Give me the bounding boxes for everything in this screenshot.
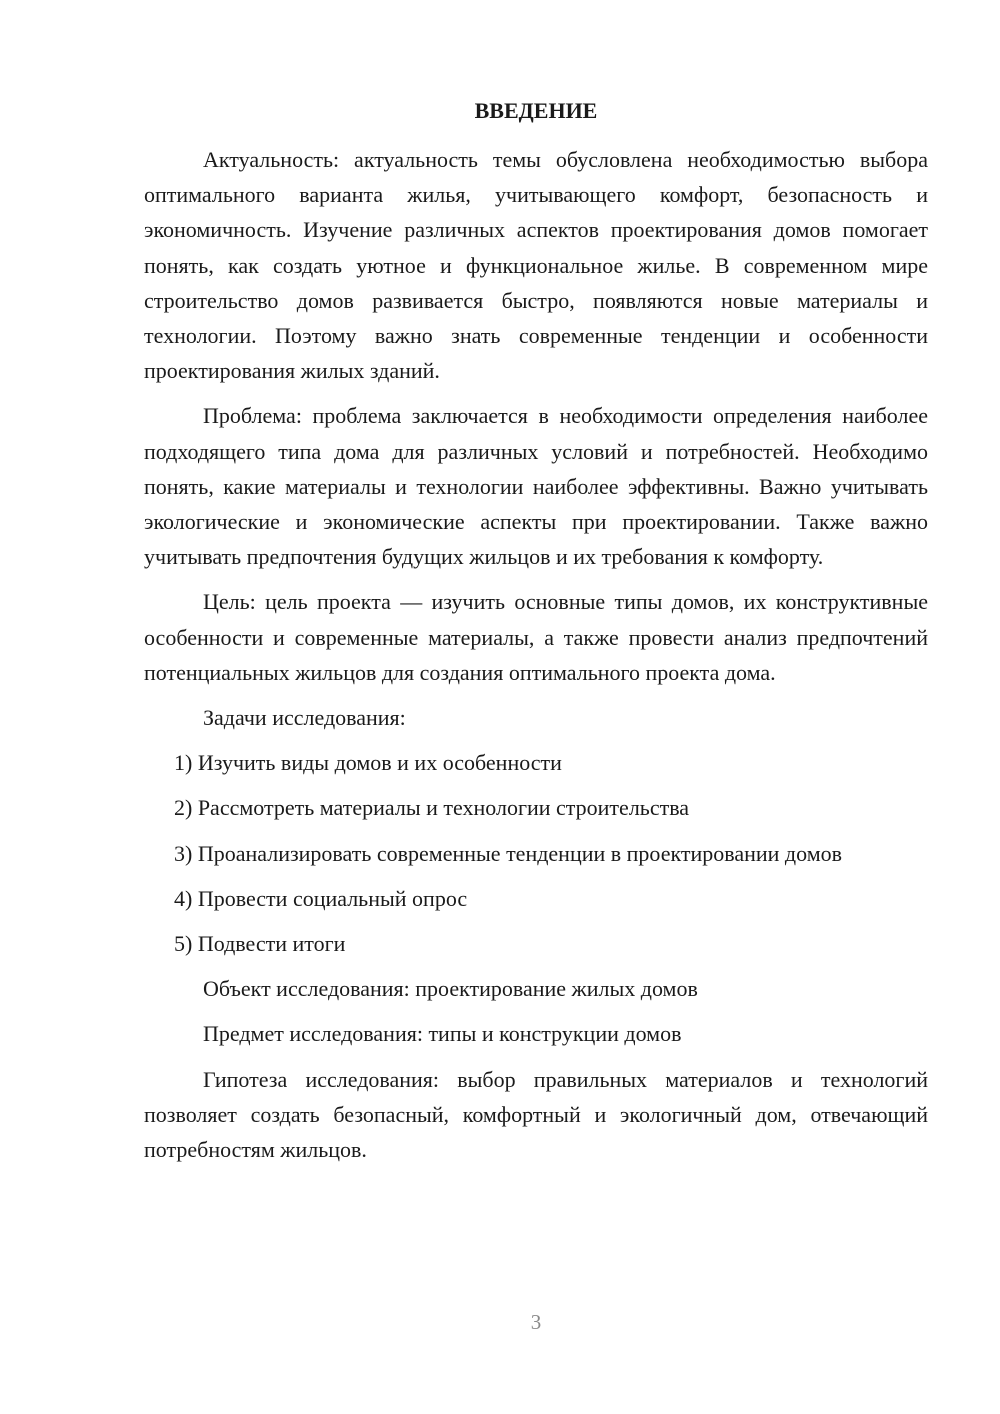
- tasks-heading: Задачи исследования:: [203, 705, 406, 731]
- page-title: ВВЕДЕНИЕ: [474, 98, 598, 123]
- document-page: [144, 0, 928, 1414]
- paragraph-hypothesis: Гипотеза исследования: выбор правильных материалов и технологий позволяет создать безопасный, комфортный и экологичный дом, отвечающий потребностям жильцов.: [144, 1066, 928, 1163]
- paragraph-object: Объект исследования: проектирование жилых домов: [203, 976, 698, 1002]
- paragraph-relevance: Актуальность: актуальность темы обусловлена необходимостью выбора оптимального варианта жилья, учитывающего комфорт, безопасность и экономичность. Изучение различных аспектов проектирования домов помогает понять, как создать уютное и функциональное жилье. В современном мире строительство домов развивается быстро, появляются новые материалы и технологии. Поэтому важно знать современные тенденции и особенности проектирования жилых зданий.: [144, 147, 928, 384]
- task-item-5: 5) Подвести итоги: [174, 931, 346, 957]
- task-item-1: 1) Изучить виды домов и их особенности: [174, 750, 562, 776]
- document-body: [144, 142, 928, 1177]
- task-item-2: 2) Рассмотреть материалы и технологии строительства: [174, 795, 690, 821]
- task-item-3: 3) Проанализировать современные тенденции в проектировании домов: [174, 840, 843, 866]
- task-item-4: 4) Провести социальный опрос: [174, 885, 468, 911]
- paragraph-subject: Предмет исследования: типы и конструкции домов: [203, 1021, 682, 1047]
- paragraph-problem: Проблема: проблема заключается в необходимости определения наиболее подходящего типа дома для различных условий и потребностей. Необходимо понять, какие материалы и технологии наиболее эффективны. Важно учитывать экологические и экономические аспекты при проектировании. Также важно учитывать предпочтения будущих жильцов и их требования к комфорту.: [144, 403, 928, 570]
- page-number: 3: [530, 1310, 542, 1334]
- paragraph-goal: Цель: цель проекта — изучить основные типы домов, их конструктивные особенности и современные материалы, а также провести анализ предпочтений потенциальных жильцов для создания оптимального проекта дома.: [144, 589, 928, 685]
